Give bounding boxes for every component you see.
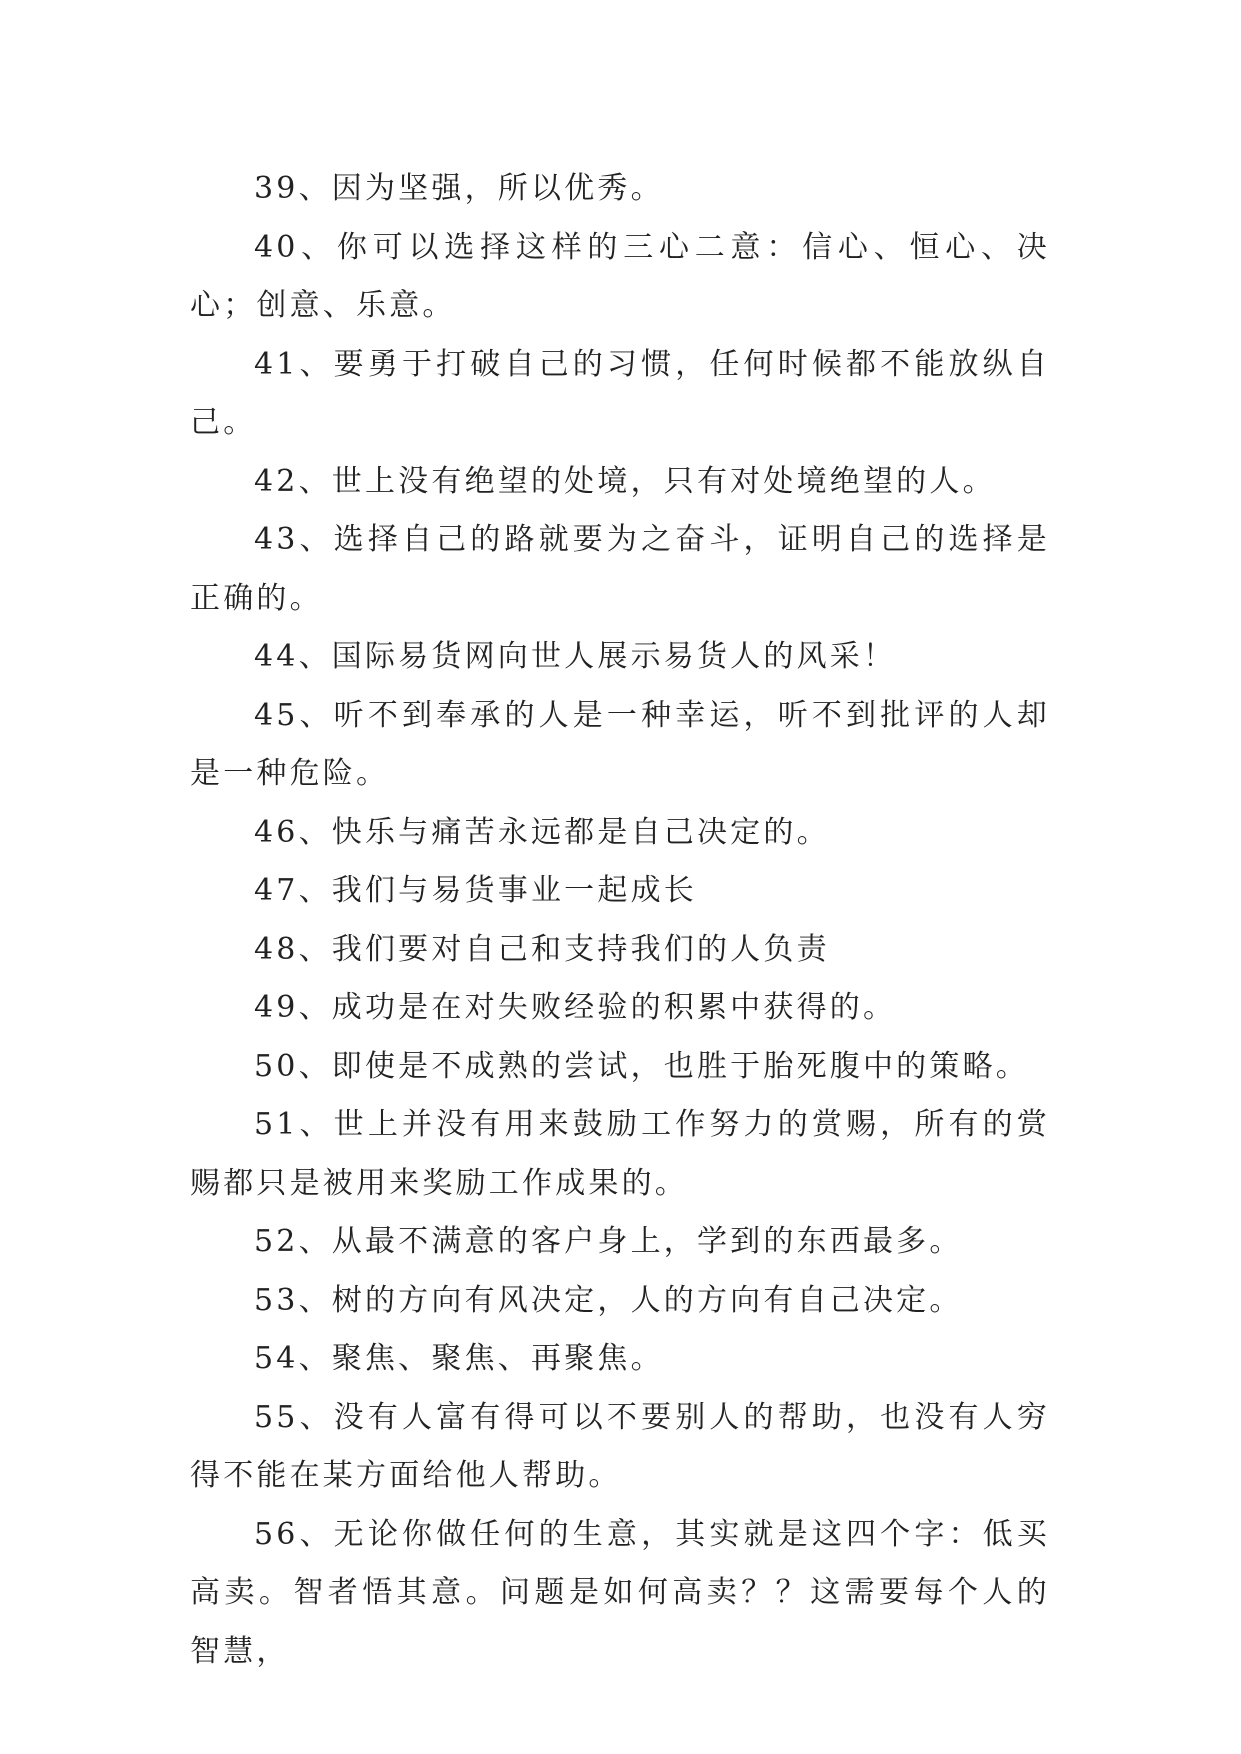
document-body [190, 160, 1050, 1681]
paragraph-51: 51、世上并没有用来鼓励工作努力的赏赐，所有的赏赐都只是被用来奖励工作成果的。 [190, 1107, 1050, 1201]
paragraph-43: 43、选择自己的路就要为之奋斗，证明自己的选择是正确的。 [190, 522, 1050, 616]
paragraph-52: 52、从最不满意的客户身上，学到的东西最多。 [254, 1224, 963, 1259]
paragraph-55: 55、没有人富有得可以不要别人的帮助，也没有人穷得不能在某方面给他人帮助。 [190, 1399, 1050, 1493]
paragraph-56: 56、无论你做任何的生意，其实就是这四个字：低买高卖。智者悟其意。问题是如何高卖？？这需要每个人的智慧， [190, 1516, 1050, 1669]
paragraph-49: 49、成功是在对失败经验的积累中获得的。 [254, 990, 897, 1025]
paragraph-50: 50、即使是不成熟的尝试，也胜于胎死腹中的策略。 [254, 1048, 1029, 1084]
paragraph-40: 40、你可以选择这样的三心二意：信心、恒心、决心；创意、乐意。 [190, 229, 1050, 323]
paragraph-48: 48、我们要对自己和支持我们的人负责 [254, 931, 830, 967]
paragraph-44: 44、国际易货网向世人展示易货人的风采！ [254, 639, 897, 674]
paragraph-47: 47、我们与易货事业一起成长 [254, 873, 697, 908]
paragraph-42: 42、世上没有绝望的处境，只有对处境绝望的人。 [254, 463, 996, 499]
paragraph-46: 46、快乐与痛苦永远都是自己决定的。 [254, 814, 830, 850]
paragraph-53: 53、树的方向有风决定，人的方向有自己决定。 [254, 1282, 963, 1318]
paragraph-41: 41、要勇于打破自己的习惯，任何时候都不能放纵自己。 [190, 346, 1050, 440]
paragraph-45: 45、听不到奉承的人是一种幸运，听不到批评的人却是一种危险。 [190, 697, 1050, 791]
paragraph-39: 39、因为坚强，所以优秀。 [254, 171, 664, 206]
paragraph-54: 54、聚焦、聚焦、再聚焦。 [254, 1341, 664, 1376]
